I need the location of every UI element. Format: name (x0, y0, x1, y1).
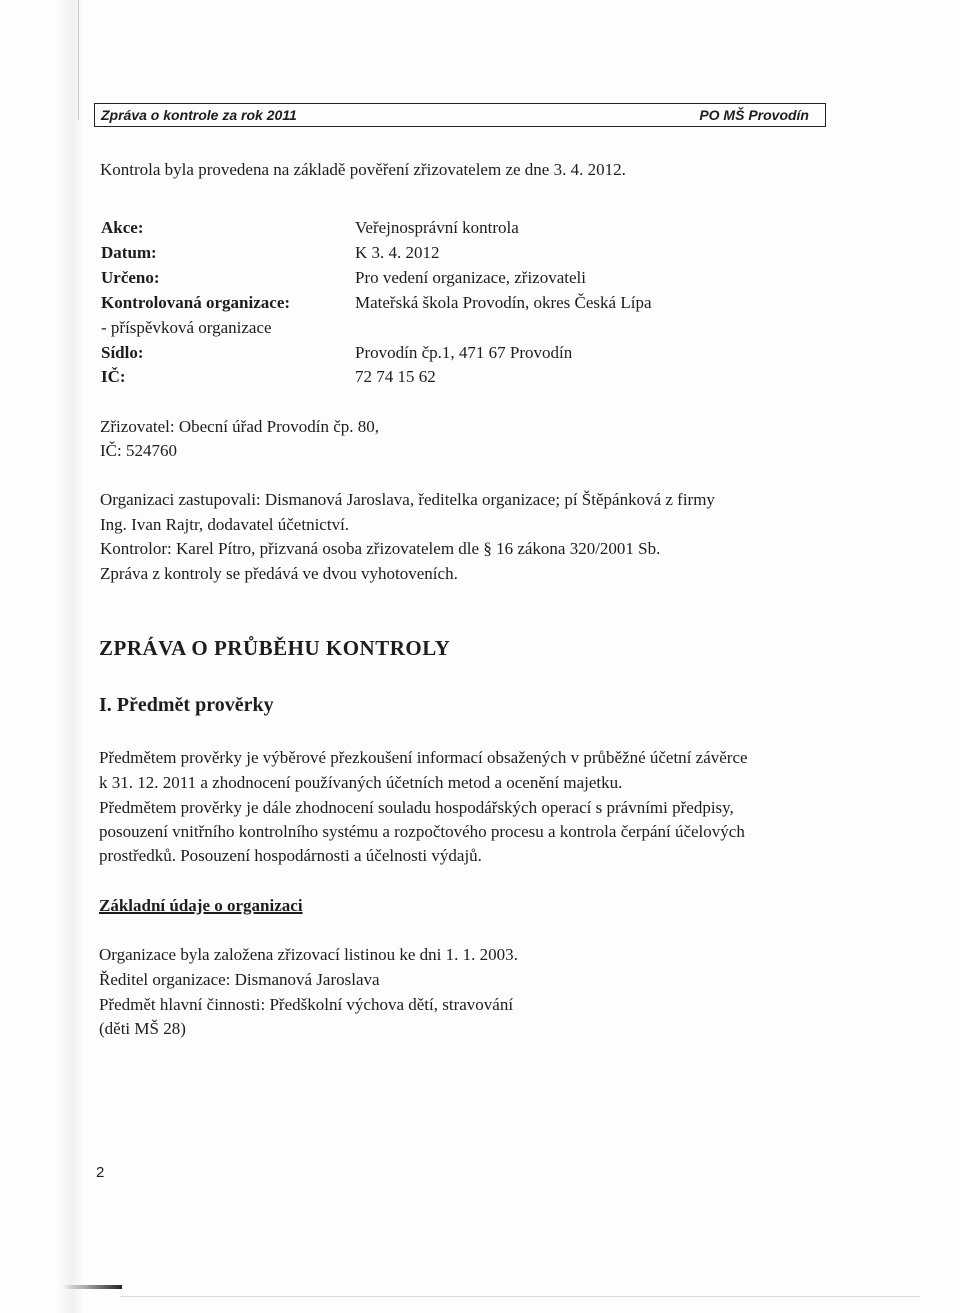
scan-shadow (56, 0, 84, 1313)
akce-value: Veřejnosprávní kontrola (355, 218, 519, 237)
datum-label: Datum: (101, 243, 157, 262)
sidlo-value: Provodín čp.1, 471 67 Provodín (355, 343, 573, 362)
urceno-value: Pro vedení organizace, zřizovateli (355, 268, 586, 287)
inspector-line: Kontrolor: Karel Pítro, přizvaná osoba zřizovatelem dle § 16 zákona 320/2001 Sb. (100, 539, 661, 558)
paragraph-1-line-1: Předmětem prověrky je výběrové přezkoušení informací obsažených v průběžné účetní závěrce (99, 748, 748, 767)
basic-info-heading: Základní údaje o organizaci (99, 896, 303, 915)
paragraph-1-line-2: k 31. 12. 2011 a zhodnocení používaných účetních metod a ocenění majetku. (99, 773, 623, 792)
copies-line: Zpráva z kontroly se předává ve dvou vyhotoveních. (100, 564, 458, 583)
founder-line: Zřizovatel: Obecní úřad Provodín čp. 80, (100, 417, 380, 436)
paragraph-2-line-1: Předmětem prověrky je dále zhodnocení souladu hospodářských operací s právními předpisy, (99, 798, 734, 817)
kontrolovana-organizace-value: Mateřská škola Provodín, okres Česká Lípa (355, 293, 652, 312)
basic-info-line-1: Organizace byla založena zřizovací listinou ke dni 1. 1. 2003. (99, 945, 518, 964)
header-report-title: Zpráva o kontrole za rok 2011 (101, 107, 297, 123)
representation-line-2: Ing. Ivan Rajtr, dodavatel účetnictví. (100, 515, 350, 534)
sidlo-label: Sídlo: (101, 343, 144, 362)
intro-text: Kontrola byla provedena na základě pověření zřizovatelem ze dne 3. 4. 2012. (100, 160, 626, 179)
urceno-label: Určeno: (101, 268, 160, 287)
scan-artifact-bottom-line (120, 1296, 920, 1297)
basic-info-line-3: Předmět hlavní činnosti: Předškolní výchova dětí, stravování (99, 995, 514, 1014)
scan-artifact-mark (62, 1285, 122, 1289)
page-title: ZPRÁVA O PRŮBĚHU KONTROLY (99, 636, 451, 660)
representation-line-1: Organizaci zastupovali: Dismanová Jaroslava, ředitelka organizace; pí Štěpánková z firmy (100, 490, 715, 509)
page-number: 2 (96, 1164, 105, 1181)
paragraph-2-line-3: prostředků. Posouzení hospodárnosti a účelnosti výdajů. (99, 846, 482, 865)
page-header (94, 103, 826, 127)
ic-value: 72 74 15 62 (355, 367, 436, 386)
ic-label: IČ: (101, 367, 126, 386)
founder-ic: IČ: 524760 (100, 441, 177, 460)
scan-artifact-line (78, 0, 79, 120)
basic-info-line-2: Ředitel organizace: Dismanová Jaroslava (99, 970, 380, 989)
akce-label: Akce: (101, 218, 144, 237)
datum-value: K 3. 4. 2012 (355, 243, 440, 262)
basic-info-line-4: (děti MŠ 28) (99, 1019, 186, 1038)
header-organization: PO MŠ Provodín (699, 107, 809, 123)
organization-type: - příspěvková organizace (101, 318, 272, 337)
paragraph-2-line-2: posouzení vnitřního kontrolního systému a rozpočtového procesu a kontrola čerpání účelových (99, 822, 745, 841)
section-heading: I. Předmět prověrky (99, 694, 274, 716)
kontrolovana-organizace-label: Kontrolovaná organizace: (101, 293, 291, 312)
